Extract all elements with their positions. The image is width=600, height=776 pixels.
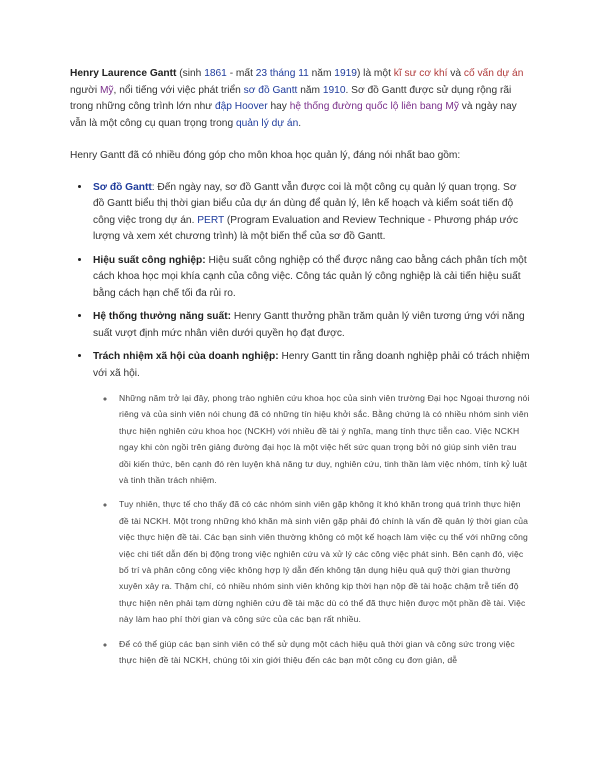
link-death-date[interactable]: 23 tháng 11 [255, 68, 309, 79]
link-hoover-dam[interactable]: đập Hoover [214, 101, 268, 112]
intro-text: . [298, 117, 302, 129]
item-text: (Program Evaluation and Review Technique - Phương pháp ước lượng và xem xét chương trình) là một biến thể của sơ đồ Gantt. [93, 214, 519, 242]
intro-text: hay [267, 101, 290, 112]
intro-text: người [70, 84, 100, 96]
item-title: Hệ thống thưởng năng suất: [93, 311, 231, 322]
sub-list-item: ◦ Những năm trở lại đây, phong trào nghiên cứu khoa học của sinh viên trường Đại học Ngoại thương nói riêng và của sinh viên nói chung đã có những tín hiệu khởi sắc. Bằng chứng là có nhiều nhóm sinh viên thực hiện nghiên cứu khoa học (NCKH) với nhiều đề tài ý nghĩa, mang tính thực tiễn cao. Việc NCKH ngay khi còn ngồi trên giảng đường đại học là một việc hết sức quan trọng bởi nó giúp sinh viên trau dồi kiến thức, bên cạnh đó rèn luyện khả năng tư duy, nghiên cứu, tinh thần làm việc nhóm, tính kỷ luật và tinh thần trách nhiệm. [115, 390, 530, 488]
item-title: Trách nhiệm xã hội của doanh nghiệp: [93, 351, 279, 362]
link-birth-year[interactable]: 1861 [204, 68, 227, 79]
intro-text: ) là một [356, 68, 394, 79]
item-title: Hiệu suất công nghiệp: [93, 254, 206, 266]
link-gantt-chart-title[interactable] [93, 182, 152, 193]
list-item [91, 348, 530, 669]
link-engineer[interactable]: kĩ sư cơ khí [393, 68, 448, 79]
link-chart-year[interactable]: 1910 [322, 84, 346, 96]
sub-list-item: ◦ Tuy nhiên, thực tế cho thấy đã có các nhóm sinh viên gặp không ít khó khăn trong quá trình thực hiện đề tài NCKH. Một trong những khó khăn mà sinh viên gặp phải đó chính là vấn đề quản lý thời gian của việc thực hiện đề tài. Các bạn sinh viên thường không có một kế hoạch làm việc cụ thể với những công việc chi tiết dẫn đến bị động trong việc nghiên cứu và xử lý các công việc phát sinh. Bên cạnh đó, việc bố trí và phân công công việc không hợp lý dẫn đến không tận dụng hiệu quả quỹ thời gian thường xuyên xảy ra. Thậm chí, có nhiều nhóm sinh viên không kịp thời hạn nộp đề tài hoặc chậm trễ tiến độ thực hiện nên phải tạm dừng nghiên cứu đề tài mặc dù có thể đã thực hiện được một phần đề tài. Việc này làm hao phí thời gian và công sức của các bạn rất nhiều. [115, 496, 530, 627]
lead-paragraph: Henry Gantt đã có nhiều đóng góp cho môn khoa học quản lý, đáng nói nhất bao gồm: [70, 150, 461, 161]
link-consultant[interactable]: cố vấn dự án [463, 68, 524, 79]
intro-text: , nổi tiếng với việc phát triển [113, 84, 244, 96]
intro-paragraph [70, 66, 530, 132]
intro-text: năm [297, 84, 323, 96]
item-text: Henry Gantt tin rằng doanh nghiệp phải có trách nhiệm với xã hội. [93, 351, 530, 379]
item-text: : Đến ngày nay, sơ đồ Gantt vẫn được coi là một công cụ quản lý quan trọng. Sơ đồ Gantt biểu thị thời gian biểu của dự án dùng để quản lý, lên kế hoạch và kiểm soát tiến độ công việc trong dự án. [93, 181, 517, 226]
link-death-year[interactable]: 1919 [334, 68, 357, 79]
intro-text: . Sơ đồ Gantt được sử dụng rộng rãi trong những công trình lớn như [70, 84, 512, 112]
link-country[interactable]: Mỹ [99, 84, 114, 96]
item-title[interactable]: Sơ đồ Gantt [93, 181, 152, 193]
list-item [91, 308, 530, 342]
intro-text: và ngày nay vẫn là một công cụ quan trọng trong [70, 101, 517, 129]
person-name: Henry Laurence Gantt [70, 68, 177, 79]
list-item [91, 252, 530, 303]
sub-list-item: ◦ Để có thể giúp các bạn sinh viên có thể sử dụng một cách hiệu quả thời gian và công sức trong việc thực hiện đề tài NCKH, chúng tôi xin giới thiệu đến các bạn một công cụ đơn giản, dễ [115, 636, 530, 669]
link-project-management[interactable]: quản lý dự án [235, 117, 299, 129]
intro-text: (sinh [176, 68, 205, 79]
link-gantt-chart[interactable]: sơ đồ Gantt [243, 84, 298, 96]
contributions-list [70, 179, 530, 669]
intro-text: và [447, 68, 464, 79]
sub-list [93, 390, 530, 669]
list-item [91, 179, 530, 246]
link-pert[interactable]: PERT [197, 214, 225, 226]
item-text: Henry Gantt thưởng phần trăm quản lý viên tương ứng với năng suất vượt định mức nhân viên dưới quyền họ đạt được. [93, 311, 525, 339]
item-text: Hiệu suất công nghiệp có thể được nâng cao bằng cách phân tích một cách khoa học mọi khía cạnh của công việc. Công tác quản lý công nghiệp là cải tiến hiệu suất bằng cách hạn chế tối đa rủi ro. [93, 254, 527, 299]
intro-text: - mất [226, 68, 256, 79]
intro-text: năm [308, 68, 335, 79]
link-highway-system[interactable]: hệ thống đường quốc lộ liên bang Mỹ [289, 101, 459, 112]
